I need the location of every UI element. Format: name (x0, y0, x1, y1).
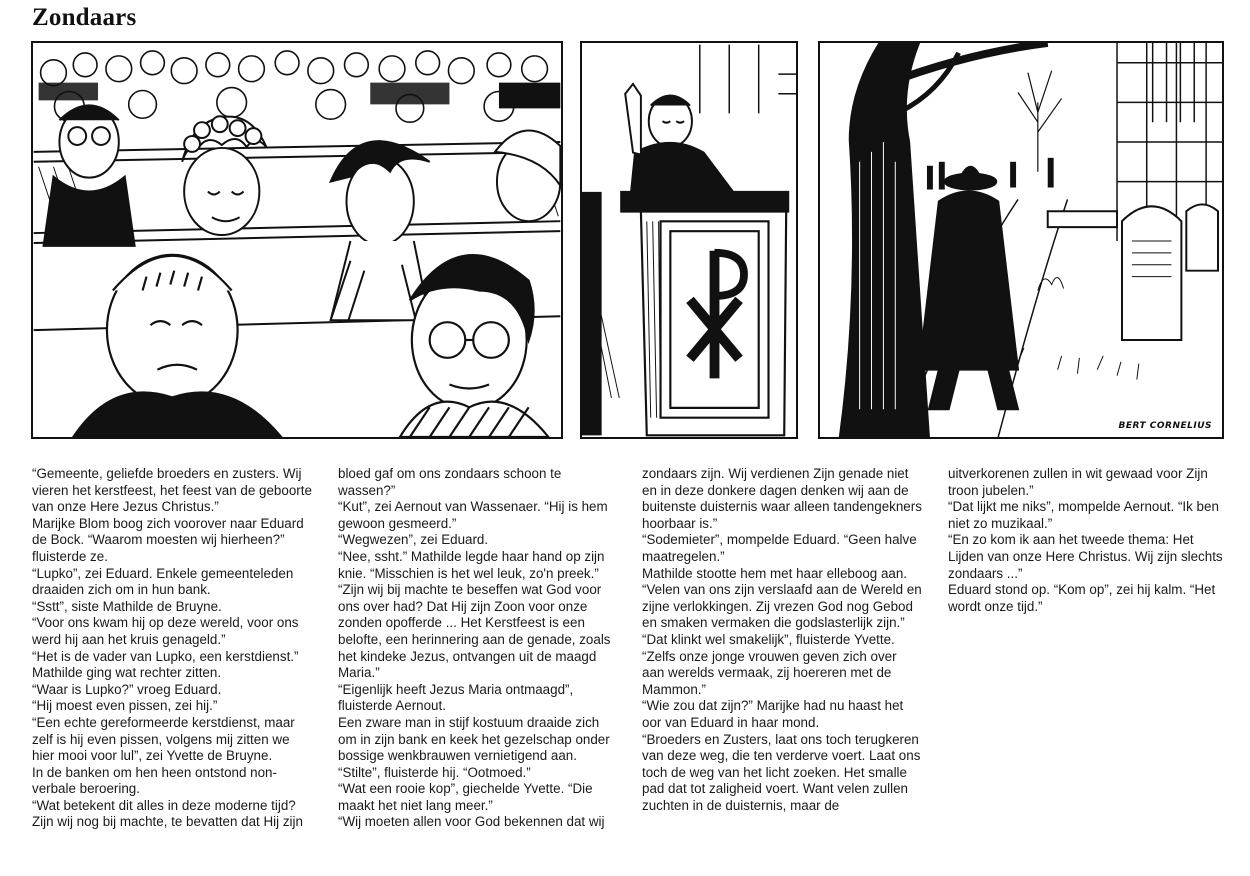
paragraph: Mathilde stootte hem met haar elleboog aan. (642, 565, 908, 581)
paragraph: Marijke Blom boog zich voorover naar Eduard de Bock. “Waarom moesten wij hierheen?” fluisterde ze. (32, 515, 304, 564)
comic-panel-preacher (580, 41, 798, 439)
church-congregation-illustration (33, 43, 561, 437)
paragraph: “Zijn wij bij machte te beseffen wat God voor ons over had? Dat Hij zijn Zoon voor onze zonden opofferde ... Het Kerstfeest is een belofte, een herinnering aan de genade, zoals het kindeke Jezus, ontvangen uit de maagd Maria.” (338, 582, 611, 681)
paragraph: “Eigenlijk heeft Jezus Maria ontmaagd”, fluisterde Aernout. (338, 681, 574, 714)
paragraph: “Lupko”, zei Eduard. Enkele gemeenteleden draaiden zich om in hun bank. (32, 565, 294, 598)
paragraph: “Gemeente, geliefde broeders en zusters. Wij vieren het kerstfeest, het feest van de geboorte van onze Here Jezus Christus.” (32, 466, 312, 515)
text-column-3 (642, 466, 922, 814)
paragraph: “Dat lijkt me niks”, mompelde Aernout. “Ik ben niet zo muzikaal.” (948, 499, 1219, 531)
page-title: Zondaars (32, 4, 137, 31)
paragraph: “Wij moeten allen voor God bekennen dat wij (338, 814, 605, 830)
paragraph: “Sstt”, siste Mathilde de Bruyne. (32, 598, 222, 614)
paragraph: Een zware man in stijf kostuum draaide zich om in zijn bank en keek het gezelschap onder bossige wenkbrauwen vernietigend aan. “Stilte”, fluisterde hij. “Ootmoed.” (338, 714, 610, 780)
text-column-1 (32, 466, 314, 831)
paragraph: “Broeders en Zusters, laat ons toch terugkeren van deze weg, die ten verderve voert. Laat ons toch de weg van het licht zoeken. Het smalle pad dat tot zaligheid voert. Want velen zullen zuchten in de duisternis, maar de (642, 731, 921, 813)
comic-panel-congregation (31, 41, 563, 439)
paragraph: “Wegwezen”, zei Eduard. (338, 532, 489, 548)
paragraph: Eduard stond op. “Kom op”, zei hij kalm. “Het wordt onze tijd.” (948, 582, 1216, 614)
paragraph: “Dat klinkt wel smakelijk”, fluisterde Yvette. (642, 631, 895, 647)
paragraph: “Een echte gereformeerde kerstdienst, maar zelf is hij even pissen, volgens mij zitten we hier mooi voor lul”, zei Yvette de Bruyne. (32, 714, 295, 764)
preacher-at-pulpit-illustration (582, 43, 796, 437)
paragraph: “Kut”, zei Aernout van Wassenaer. “Hij is hem gewoon gesmeerd.” (338, 499, 608, 531)
paragraph: “Het is de vader van Lupko, een kerstdienst.” Mathilde ging wat rechter zitten. (32, 648, 299, 681)
text-column-2 (338, 466, 618, 831)
churchyard-walker-illustration (820, 43, 1222, 437)
paragraph: “Wie zou dat zijn?” Marijke had nu haast het oor van Eduard in haar mond. (642, 698, 904, 730)
artist-signature: BERT CORNELIUS (1118, 421, 1212, 431)
paragraph: bloed gaf om ons zondaars schoon te wassen?” (338, 466, 562, 498)
paragraph: uitverkorenen zullen in wit gewaad voor Zijn troon jubelen.” (948, 466, 1208, 498)
paragraph: “Voor ons kwam hij op deze wereld, voor ons werd hij aan het kruis genageld.” (32, 615, 299, 647)
paragraph: “En zo kom ik aan het tweede thema: Het Lijden van onze Here Christus. Wij zijn slechts zondaars ...” (948, 532, 1223, 581)
paragraph: “Zelfs onze jonge vrouwen geven zich over aan werelds vermaak, zij hoereren met de Mammon.” (642, 648, 897, 697)
text-column-4 (948, 466, 1230, 615)
paragraph: “Velen van ons zijn verslaafd aan de Wereld en zijne verlokkingen. Zij vrezen God nog Gebod en smaken vermaken die godslasterlijk zijn.” (642, 582, 922, 631)
paragraph: “Waar is Lupko?” vroeg Eduard. (32, 681, 222, 697)
paragraph: “Nee, ssht.” Mathilde legde haar hand op zijn knie. “Misschien is het wel leuk, zo'n preek.” (338, 548, 605, 581)
paragraph: “Sodemieter”, mompelde Eduard. “Geen halve maatregelen.” (642, 532, 917, 564)
paragraph: zondaars zijn. Wij verdienen Zijn genade niet en in deze donkere dagen denken wij aan de buitenste duisternis waar alleen tandengekners hoorbaar is.” (642, 466, 922, 531)
paragraph: “Wat betekent dit alles in deze moderne tijd? Zijn wij nog bij machte, te bevatten dat Hij zijn (32, 797, 303, 830)
comic-panel-churchyard (818, 41, 1224, 439)
paragraph: “Hij moest even pissen, zei hij.” (32, 698, 218, 714)
paragraph: “Wat een rooie kop”, giechelde Yvette. “Die maakt het niet lang meer.” (338, 781, 593, 813)
paragraph: In de banken om hen heen ontstond non-verbale beroering. (32, 764, 277, 797)
